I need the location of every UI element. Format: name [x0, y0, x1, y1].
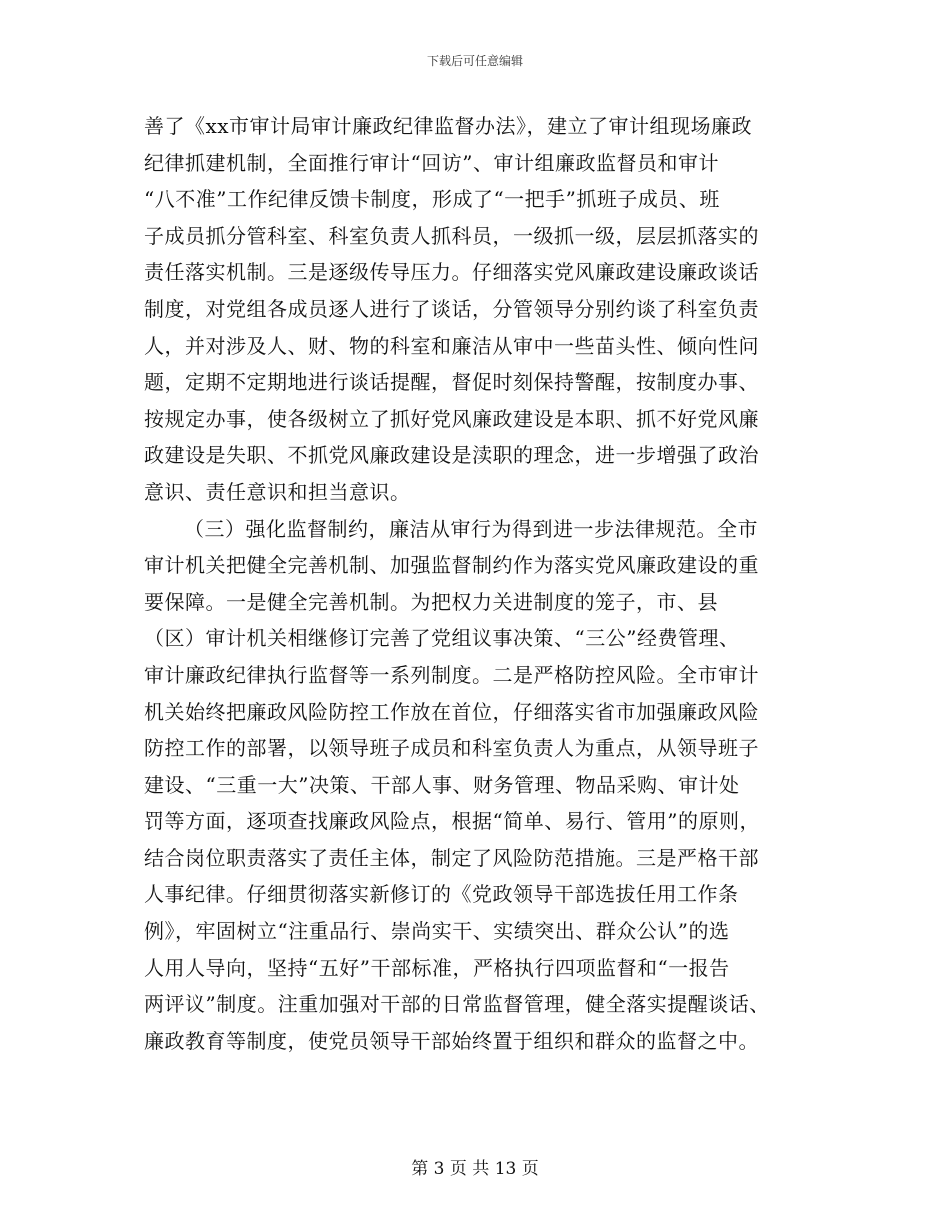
- body-line: 题，定期不定期地进行谈话提醒，督促时刻保持警醒，按制度办事、: [144, 370, 759, 395]
- page-number: 第 3 页 共 13 页: [411, 1159, 539, 1179]
- body-line: 人用人导向，坚持“五好”干部标准，严格执行四项监督和“一报告: [144, 955, 730, 980]
- body-line: 例》，牢固树立“注重品行、崇尚实干、实绩突出、群众公认”的选: [144, 919, 730, 944]
- body-line: 廉政教育等制度，使党员领导干部始终置于组织和群众的监督之中。: [144, 1028, 759, 1053]
- body-line: 审计机关把健全完善机制、加强监督制约作为落实党风廉政建设的重: [144, 553, 759, 578]
- body-line: 人事纪律。仔细贯彻落实新修订的《党政领导干部选拔任用工作条: [144, 882, 739, 907]
- body-line: 纪律抓建机制，全面推行审计“回访”、审计组廉政监督员和审计: [144, 150, 719, 175]
- body-line: 意识、责任意识和担当意识。: [144, 479, 411, 504]
- section-heading-line: （三）强化监督制约，廉洁从审行为得到进一步法律规范。全市: [184, 516, 758, 541]
- body-line: 子成员抓分管科室、科室负责人抓科员，一级抓一级，层层抓落实的: [144, 223, 759, 248]
- page-header-note: 下载后可任意编辑: [426, 54, 523, 68]
- body-line: “八不准”工作纪律反馈卡制度，形成了“一把手”抓班子成员、班: [144, 187, 720, 212]
- body-line: 防控工作的部署，以领导班子成员和科室负责人为重点，从领导班子: [144, 736, 759, 761]
- body-line: 责任落实机制。三是逐级传导压力。仔细落实党风廉政建设廉政谈话: [144, 260, 759, 285]
- body-line: 两评议”制度。注重加强对干部的日常监督管理，健全落实提醒谈话、: [144, 992, 770, 1017]
- body-line: 按规定办事，使各级树立了抓好党风廉政建设是本职、抓不好党风廉: [144, 406, 759, 431]
- body-line: 结合岗位职责落实了责任主体，制定了风险防范措施。三是严格干部: [144, 845, 759, 870]
- body-line: 善了《xx市审计局审计廉政纪律监督办法》，建立了审计组现场廉政: [144, 114, 753, 138]
- body-line: 审计廉政纪律执行监督等一系列制度。二是严格防控风险。全市审计: [144, 662, 759, 687]
- body-line: 政建设是失职、不抓党风廉政建设是渎职的理念，进一步增强了政治: [144, 443, 759, 468]
- document-body: [144, 108, 809, 1059]
- body-line: 人，并对涉及人、财、物的科室和廉洁从审中一些苗头性、倾向性问: [144, 333, 759, 358]
- body-line: 建设、“三重一大”决策、干部人事、财务管理、物品采购、审计处: [144, 772, 740, 797]
- body-line: 机关始终把廉政风险防控工作放在首位，仔细落实省市加强廉政风险: [144, 699, 759, 724]
- body-line: （区）审计机关相继修订完善了党组议事决策、“三公”经费管理、: [144, 626, 740, 651]
- body-line: 制度，对党组各成员逐人进行了谈话，分管领导分别约谈了科室负责: [144, 296, 759, 321]
- body-line: 要保障。一是健全完善机制。为把权力关进制度的笼子，市、县: [144, 589, 718, 614]
- body-line: 罚等方面，逐项查找廉政风险点，根据“简单、易行、管用”的原则，: [144, 809, 760, 834]
